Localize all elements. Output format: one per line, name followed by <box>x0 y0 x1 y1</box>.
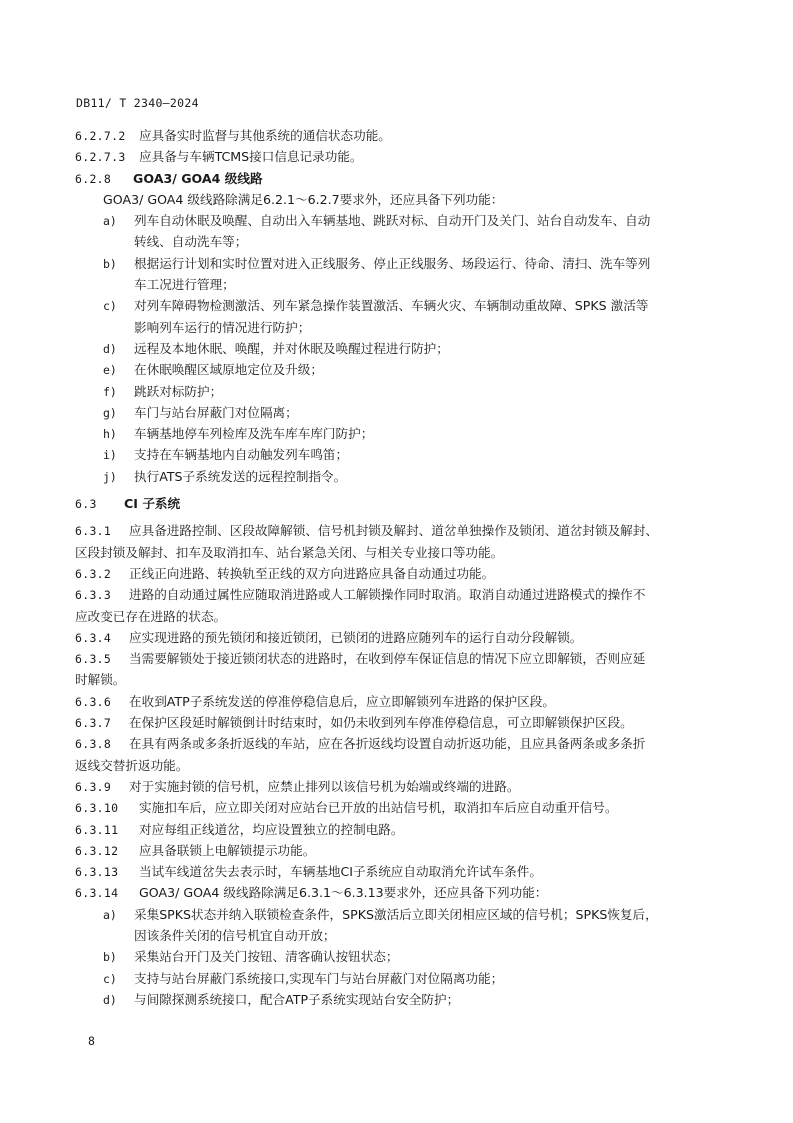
clause-text: 应具备进路控制、区段故障解锁、信号机封锁及解封、道岔单独操作及锁闭、道岔封锁及解封、 <box>129 523 658 539</box>
clause-text: 应改变已存在进路的状态。 <box>75 608 227 624</box>
list-item-text: 对列车障碍物检测激活、列车紧急操作装置激活、车辆火灾、车辆制动重故障、SPKS 激活等 <box>134 298 649 314</box>
list-item-line <box>75 946 710 967</box>
clause-continuation <box>75 606 710 627</box>
list-item-line <box>75 317 710 338</box>
clause <box>75 691 710 712</box>
clause-text: 当试车线道岔失去表示时，车辆基地CI子系统应自动取消允许试车条件。 <box>139 864 542 880</box>
clause <box>75 840 710 861</box>
list-item-text: 列车自动休眠及唤醒、自动出入车辆基地、跳跃对标、自动开门及关门、站台自动发车、自动 <box>134 213 651 229</box>
clause-intro: GOA3/ GOA4 级线路除满足6.3.1～6.3.13要求外，还应具备下列功能： <box>139 885 548 901</box>
clause-number: 6.3.10 <box>75 801 119 816</box>
clause-6-3-list <box>75 520 710 882</box>
clause-6-3-14-list <box>75 904 710 1010</box>
clause <box>75 520 710 541</box>
list-item-text: 执行ATS子系统发送的远程控制指令。 <box>134 468 347 484</box>
clause-6-2-8-list <box>75 210 710 487</box>
list-item-text: 在休眠唤醒区域原地定位及升级； <box>134 362 323 378</box>
list-item-line <box>75 338 710 359</box>
clause <box>75 648 710 669</box>
list-item-label: b) <box>103 950 117 965</box>
clause-text: 应具备实时监督与其他系统的通信状态功能。 <box>139 128 391 143</box>
clause-text: 实施扣车后，应立即关闭对应站台已开放的出站信号机，取消扣车后应自动重开信号。 <box>139 800 618 816</box>
clause-text: 应实现进路的预先锁闭和接近锁闭，已锁闭的进路应随列车的运行自动分段解锁。 <box>129 629 583 645</box>
section-title: CI 子系统 <box>124 496 181 512</box>
list-item-label: a) <box>103 214 117 229</box>
clause-number: 6.3.2 <box>75 566 112 581</box>
clause-number: 6.3.9 <box>75 779 112 794</box>
list-item-line <box>75 925 710 946</box>
list-item-text: 车门与站台屏蔽门对位隔离； <box>134 404 298 420</box>
clause-text: 在保护区段延时解锁倒计时结束时，如仍未收到列车停准停稳信息，可立即解锁保护区段。 <box>129 715 633 731</box>
clause <box>75 627 710 648</box>
list-item-text: 根据运行计划和实时位置对进入正线服务、停止正线服务、场段运行、待命、清扫、洗车等列 <box>134 255 651 271</box>
list-item-text: 支持在车辆基地内自动触发列车鸣笛； <box>134 447 349 463</box>
list-item-label: g) <box>103 405 117 420</box>
clause-text: 进路的自动通过属性应随取消进路或人工解锁操作同时取消。取消自动通过进路模式的操作不 <box>129 587 646 603</box>
clause-text: 对应每组正线道岔，均应设置独立的控制电路。 <box>139 821 404 837</box>
list-item-label: i) <box>103 448 117 463</box>
list-item-label: a) <box>103 907 117 922</box>
clause-text: 正线正向进路、转换轨至正线的双方向进路应具备自动通过功能。 <box>129 565 495 581</box>
clause-number: 6.3 <box>75 497 97 512</box>
list-item-line <box>75 466 710 487</box>
list-item-line <box>75 359 710 380</box>
list-item-line <box>75 423 710 444</box>
list-item-line <box>75 968 710 989</box>
list-item-line <box>75 253 710 274</box>
list-item-text: 转线、自动洗车等； <box>134 234 248 250</box>
list-item-line <box>75 402 710 423</box>
clause-6-3-14 <box>75 882 710 903</box>
clause-number: 6.2.8 <box>75 171 112 186</box>
list-item-line <box>75 274 710 295</box>
list-item-line <box>75 210 710 231</box>
list-item-text: 车工况进行管理； <box>134 277 235 293</box>
clause-number: 6.3.11 <box>75 822 119 837</box>
clause-number: 6.3.13 <box>75 865 119 880</box>
clause-number: 6.3.3 <box>75 588 112 603</box>
list-item-label: e) <box>103 363 117 378</box>
list-item-label: c) <box>103 299 117 314</box>
clause-text: 区段封锁及解封、扣车及取消扣车、站台紧急关闭、与相关专业接口等功能。 <box>75 544 504 560</box>
list-item-text: 车辆基地停车列检库及洗车库车库门防护； <box>134 426 374 442</box>
clause <box>75 712 710 733</box>
list-item-text: 跳跃对标防护； <box>134 383 223 399</box>
list-item-text: 影响列车运行的情况进行防护； <box>134 319 311 335</box>
clause-text: 时解锁。 <box>75 672 126 688</box>
clause <box>75 819 710 840</box>
list-item-line <box>75 444 710 465</box>
list-item-text: 支持与站台屏蔽门系统接口,实现车门与站台屏蔽门对位隔离功能； <box>134 970 504 986</box>
document-id: DB11/ T 2340—2024 <box>76 96 199 110</box>
clause-text: 返线交替折返功能。 <box>75 757 189 773</box>
list-item-text: 远程及本地休眠、唤醒，并对休眠及唤醒过程进行防护； <box>134 340 449 356</box>
clause-continuation <box>75 755 710 776</box>
clause <box>75 797 710 818</box>
list-item-text: 采集SPKS状态并纳入联锁检查条件，SPKS激活后立即关闭相应区域的信号机；SPKS恢复后， <box>134 906 658 922</box>
clause-6-2-8-intro: GOA3/ GOA4 级线路除满足6.2.1～6.2.7要求外，还应具备下列功能： <box>103 191 504 207</box>
list-item-label: j) <box>103 469 117 484</box>
clause-text: 应具备与车辆TCMS接口信息记录功能。 <box>139 149 363 165</box>
list-item-text: 与间隙探测系统接口，配合ATP子系统实现站台安全防护； <box>134 991 460 1007</box>
page-number: 8 <box>88 1034 95 1048</box>
list-item-label: h) <box>103 427 117 442</box>
list-item-label: d) <box>103 992 117 1007</box>
clause-number: 6.3.1 <box>75 524 112 539</box>
clause-number: 6.3.8 <box>75 737 112 752</box>
list-item-line <box>75 989 710 1010</box>
clause-number: 6.2.7.2 <box>75 129 126 143</box>
clause-number: 6.3.5 <box>75 652 112 667</box>
clause-number: 6.3.14 <box>75 886 119 901</box>
clause-title: GOA3/ GOA4 级线路 <box>133 170 263 186</box>
list-item-label: d) <box>103 341 117 356</box>
list-item-line <box>75 231 710 252</box>
list-item-line <box>75 295 710 316</box>
document-body <box>75 125 710 1010</box>
list-item-label: f) <box>103 384 117 399</box>
list-item-label: c) <box>103 971 117 986</box>
clause-6-2-7-3 <box>75 146 710 167</box>
clause-text: 在收到ATP子系统发送的停准停稳信息后，应立即解锁列车进路的保护区段。 <box>129 693 555 709</box>
clause <box>75 584 710 605</box>
clause-6-2-8-heading <box>75 168 710 189</box>
clause-number: 6.2.7.3 <box>75 150 126 165</box>
clause-text: 应具备联锁上电解锁提示功能。 <box>139 842 316 858</box>
clause-continuation <box>75 542 710 563</box>
clause-text: 对于实施封锁的信号机，应禁止排列以该信号机为始端或终端的进路。 <box>129 778 520 794</box>
clause <box>75 563 710 584</box>
clause <box>75 776 710 797</box>
clause-continuation <box>75 669 710 690</box>
list-item-line <box>75 381 710 402</box>
clause-6-3-heading <box>75 493 710 514</box>
clause <box>75 861 710 882</box>
list-item-text: 采集站台开门及关门按钮、清客确认按钮状态； <box>134 949 399 965</box>
clause-number: 6.3.12 <box>75 843 119 858</box>
clause-number: 6.3.6 <box>75 694 112 709</box>
list-item-label: b) <box>103 256 117 271</box>
clause-text: 当需要解锁处于接近锁闭状态的进路时，在收到停车保证信息的情况下应立即解锁，否则应延 <box>129 651 646 667</box>
clause-number: 6.3.7 <box>75 716 112 731</box>
clause-number: 6.3.4 <box>75 630 112 645</box>
list-item-line <box>75 904 710 925</box>
clause-text: 在具有两条或多条折返线的车站，应在各折返线均设置自动折返功能，且应具备两条或多条折 <box>129 736 646 752</box>
clause-6-2-7-2 <box>75 125 710 146</box>
list-item-text: 因该条件关闭的信号机宜自动开放； <box>134 927 336 943</box>
clause <box>75 733 710 754</box>
